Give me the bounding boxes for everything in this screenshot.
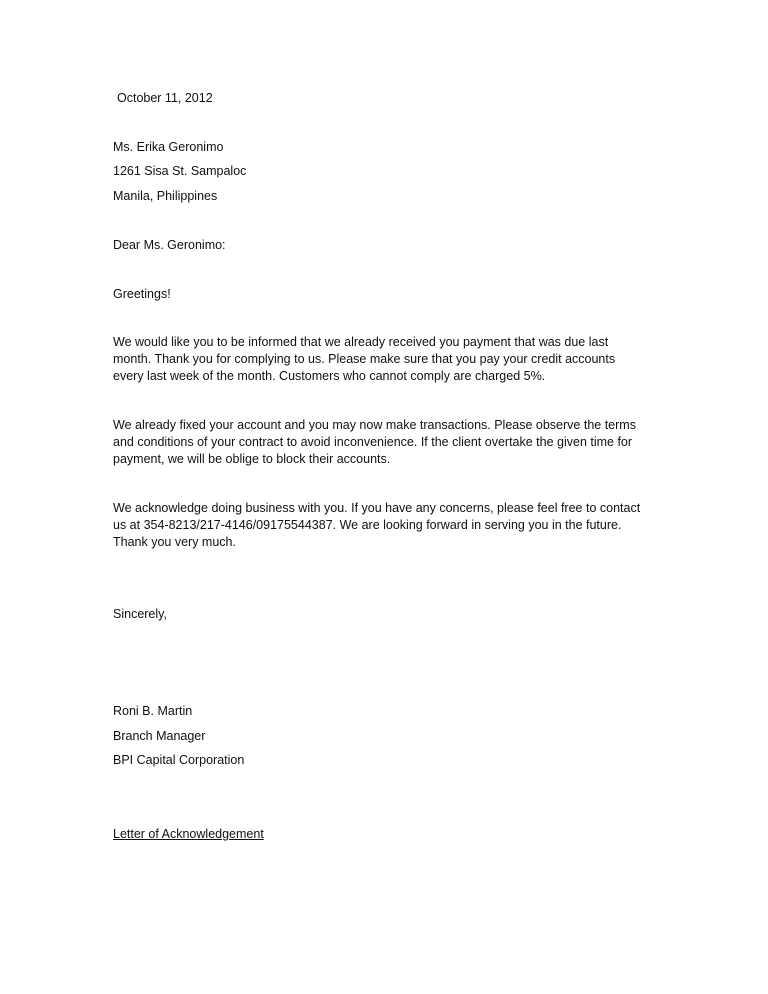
paragraph-line: Thank you very much. — [113, 535, 236, 549]
document-title: Letter of Acknowledgement — [113, 827, 264, 841]
body-paragraph-3 — [113, 500, 653, 551]
recipient-name: Ms. Erika Geronimo — [113, 140, 224, 154]
paragraph-line: We would like you to be informed that we already received you payment that was due last — [113, 335, 609, 349]
recipient-city: Manila, Philippines — [113, 189, 218, 203]
recipient-street: 1261 Sisa St. Sampaloc — [113, 164, 247, 178]
signatory-company: BPI Capital Corporation — [113, 753, 245, 767]
letter-date: October 11, 2012 — [117, 91, 213, 105]
paragraph-line: and conditions of your contract to avoid inconvenience. If the client overtake the given time for — [113, 435, 633, 449]
paragraph-line: us at 354-8213/217-4146/09175544387. We are looking forward in serving you in the future. — [113, 518, 622, 532]
greeting: Greetings! — [113, 287, 171, 301]
salutation: Dear Ms. Geronimo: — [113, 238, 226, 252]
paragraph-line: payment, we will be oblige to block their accounts. — [113, 452, 391, 466]
signatory-name: Roni B. Martin — [113, 704, 193, 718]
body-paragraph-1 — [113, 334, 653, 385]
paragraph-line: every last week of the month. Customers who cannot comply are charged 5%. — [113, 369, 546, 383]
signatory-title: Branch Manager — [113, 729, 206, 743]
paragraph-line: month. Thank you for complying to us. Please make sure that you pay your credit accounts — [113, 352, 616, 366]
paragraph-line: We already fixed your account and you may now make transactions. Please observe the terms — [113, 418, 636, 432]
body-paragraph-2 — [113, 417, 653, 468]
paragraph-line: We acknowledge doing business with you. If you have any concerns, please feel free to contact — [113, 501, 641, 515]
closing: Sincerely, — [113, 607, 167, 621]
